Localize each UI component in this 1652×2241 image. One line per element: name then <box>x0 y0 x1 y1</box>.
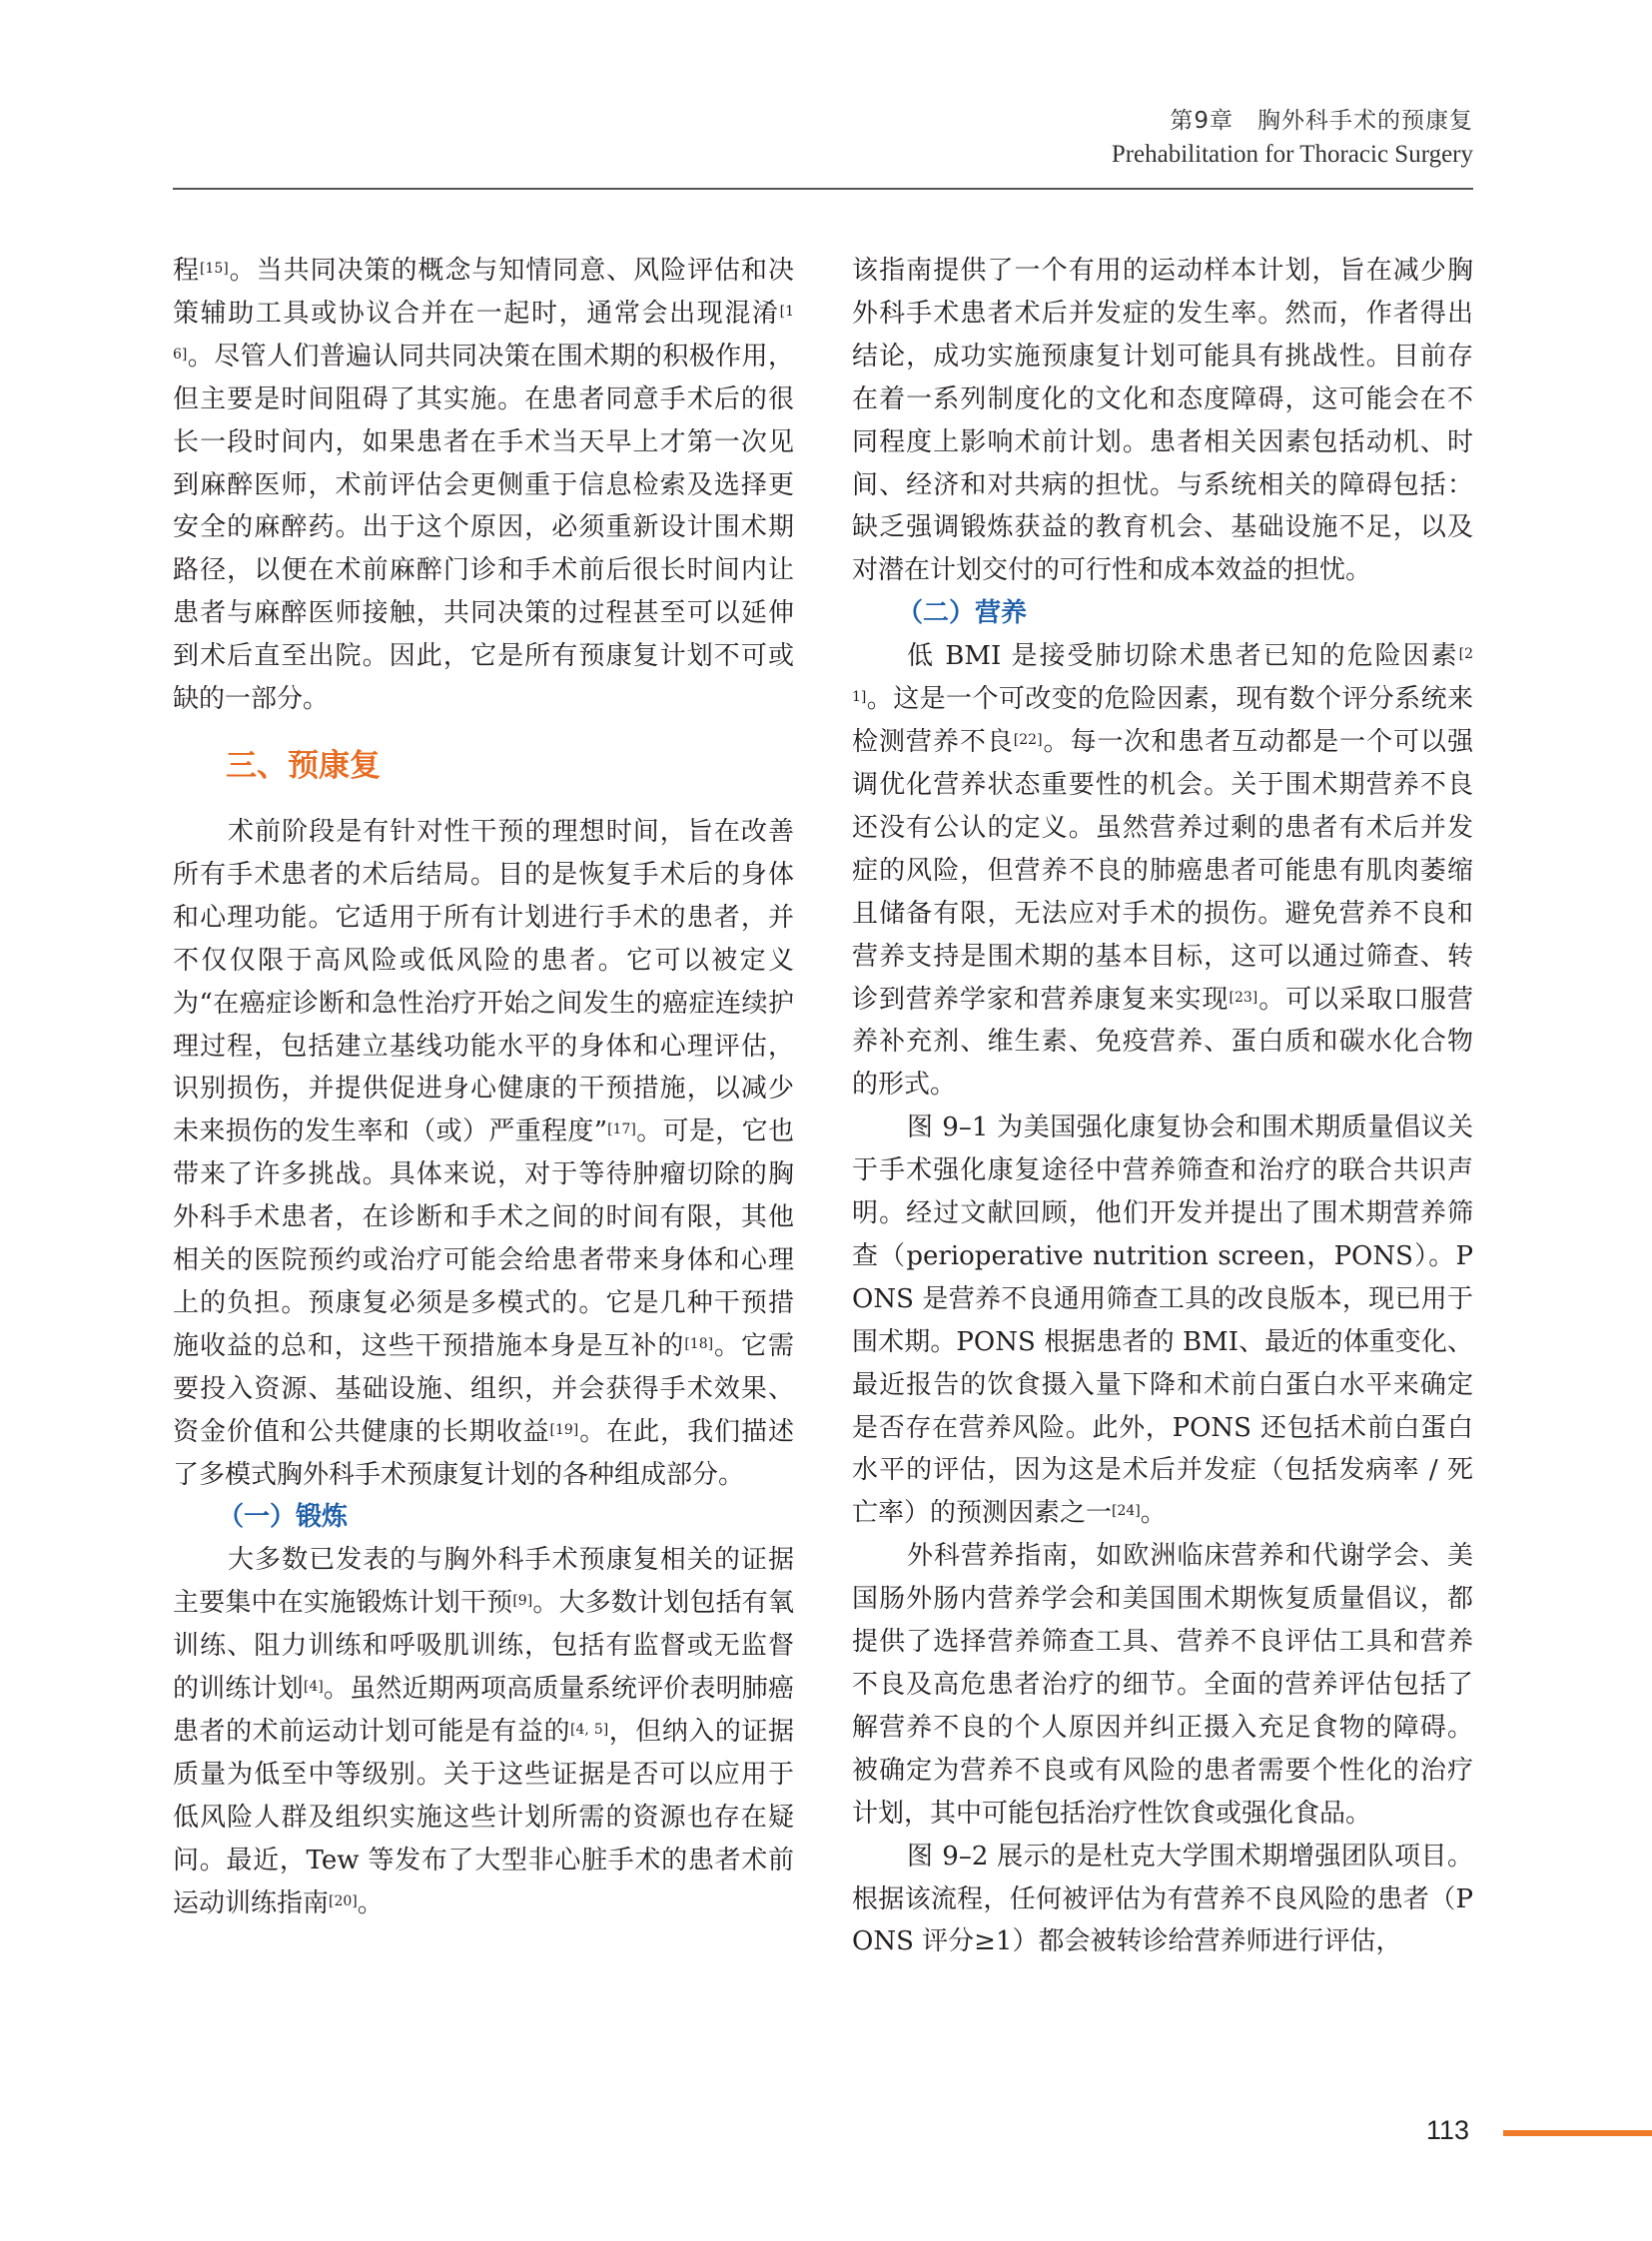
paragraph-nutrition: 低 BMI 是接受肺切除术患者已知的危险因素[21]。这是一个可改变的危险因素，现有数个评分系统来检测营养不良[22]。每一次和患者互动都是一个可以强调优化营养状态重要性的机会。关于围术期营养不良还没有公认的定义。虽然营养过剩的患者有术后并发症的风险，但营养不良的肺癌患者可能患有肌肉萎缩且储备有限，无法应对手术的损伤。避免营养不良和营养支持是围术期的基本目标，这可以通过筛查、转诊到营养学家和营养康复来实现[23]。可以采取口服营养补充剂、维生素、免疫营养、蛋白质和碳水化合物的形式。 <box>852 641 1473 1101</box>
citation: [15] <box>199 261 229 277</box>
running-header <box>173 104 1473 172</box>
citation: [23] <box>1229 989 1258 1006</box>
citation: [16] <box>173 303 794 363</box>
paragraph-pons: 图 9–1 为美国强化康复协会和围术期质量倡议关于手术强化康复途径中营养筛查和治疗的联合共识声明。经过文献回顾，他们开发并提出了围术期营养筛查（perioperative nutrition screen，PONS）。PONS 是营养不良通用筛查工具的改良版本，现已用于围术期。PONS 根据患者的 BMI、最近的体重变化、最近报告的饮食摄入量下降和术前白蛋白水平来确定是否存在营养风险。此外，PONS 还包括术前白蛋白水平的评估，因为这是术后并发症（包括发病率 / 死亡率）的预测因素之一[24]。 <box>852 1113 1473 1529</box>
citation: [4] <box>303 1679 324 1696</box>
paragraph-guidelines-societies: 外科营养指南，如欧洲临床营养和代谢学会、美国肠外肠内营养学会和美国围术期恢复质量倡议，都提供了选择营养筛查工具、营养不良评估工具和营养不良及高危患者治疗的细节。全面的营养评估包括了解营养不良的个人原因并纠正摄入充足食物的障碍。被确定为营养不良或有风险的患者需要个性化的治疗计划，其中可能包括治疗性饮食或强化食品。 <box>852 1541 1473 1829</box>
citation: [19] <box>549 1421 579 1438</box>
section-heading-prehab: 三、预康复 <box>226 747 381 784</box>
paragraph-duke-program: 图 9–2 展示的是杜克大学围术期增强团队项目。根据该流程，任何被评估为有营养不良风险的患者（PONS 评分≥1）都会被转诊给营养师进行评估， <box>852 1841 1473 1957</box>
citation: [4, 5] <box>570 1722 609 1739</box>
paragraph-prehab-intro: 术前阶段是有针对性干预的理想时间，旨在改善所有手术患者的术后结局。目的是恢复手术后的身体和心理功能。它适用于所有计划进行手术的患者，并不仅仅限于高风险或低风险的患者。它可以被定义为“在癌症诊断和急性治疗开始之间发生的癌症连续护理过程，包括建立基线功能水平的身体和心理评估，识别损伤，并提供促进身心健康的干预措施，以减少未来损伤的发生率和（或）严重程度”[17]。可是，它也带来了许多挑战。具体来说，对于等待肿瘤切除的胸外科手术患者，在诊断和手术之间的时间有限，其他相关的医院预约或治疗可能会给患者带来身体和心理上的负担。预康复必须是多模式的。它是几种干预措施收益的总和，这些干预措施本身是互补的[18]。它需要投入资源、基础设施、组织，并会获得手术效果、资金价值和公共健康的长期收益[19]。在此，我们描述了多模式胸外科手术预康复计划的各种组成部分。 <box>173 816 794 1490</box>
header-rule <box>173 188 1473 190</box>
page-number-bar <box>1503 2130 1652 2136</box>
subheading-exercise: （一）锻炼 <box>218 1502 349 1533</box>
left-column <box>173 250 794 1925</box>
chapter-title-en: Prehabilitation for Thoracic Surgery <box>1111 141 1473 168</box>
citation: [22] <box>1013 732 1043 749</box>
page-number: 113 <box>1426 2115 1470 2145</box>
citation: [20] <box>329 1892 358 1909</box>
subheading-nutrition: （二）营养 <box>897 598 1028 629</box>
right-column <box>852 250 1473 1963</box>
chapter-title-cn: 第9章 胸外科手术的预康复 <box>1170 108 1473 134</box>
citation: [17] <box>607 1121 636 1138</box>
paragraph-exercise: 大多数已发表的与胸外科手术预康复相关的证据主要集中在实施锻炼计划干预[9]。大多数计划包括有氧训练、阻力训练和呼吸肌训练，包括有监督或无监督的训练计划[4]。虽然近期两项高质量系统评价表明肺癌患者的术前运动计划可能是有益的[4, 5]，但纳入的证据质量为低至中等级别。关于这些证据是否可以应用于低风险人群及组织实施这些计划所需的资源也存在疑问。最近，Tew 等发布了大型非心脏手术的患者术前运动训练指南[20]。 <box>173 1545 794 1918</box>
citation: [18] <box>684 1335 714 1352</box>
paragraph-shared-decision: 程[15]。当共同决策的概念与知情同意、风险评估和决策辅助工具或协议合并在一起时，通常会出现混淆[16]。尽管人们普遍认同共同决策在围术期的积极作用，但主要是时间阻碍了其实施。在患者同意手术后的很长一段时间内，如果患者在手术当天早上才第一次见到麻醉医师，术前评估会更侧重于信息检索及选择更安全的麻醉药。出于这个原因，必须重新设计围术期路径，以便在术前麻醉门诊和手术前后很长时间内让患者与麻醉医师接触，共同决策的过程甚至可以延伸到术后直至出院。因此，它是所有预康复计划不可或缺的一部分。 <box>173 256 794 715</box>
citation: [21] <box>852 646 1473 706</box>
paragraph-guideline: 该指南提供了一个有用的运动样本计划，旨在减少胸外科手术患者术后并发症的发生率。然而，作者得出结论，成功实施预康复计划可能具有挑战性。目前存在着一系列制度化的文化和态度障碍，这可能会在不同程度上影响术前计划。患者相关因素包括动机、时间、经济和对共病的担忧。与系统相关的障碍包括：缺乏强调锻炼获益的教育机会、基础设施不足，以及对潜在计划交付的可行性和成本效益的担忧。 <box>852 256 1473 586</box>
citation: [24] <box>1112 1503 1141 1520</box>
citation: [9] <box>512 1593 533 1610</box>
